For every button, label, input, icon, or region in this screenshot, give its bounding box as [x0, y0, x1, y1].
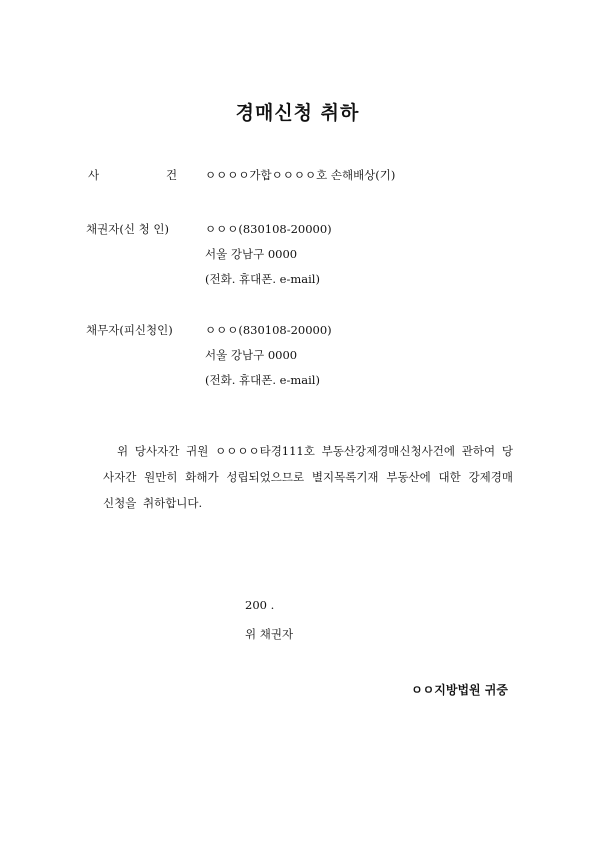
- signer-line: 위 채권자: [245, 627, 294, 641]
- date-line: 200 .: [245, 598, 275, 612]
- case-label-first-char: 사: [88, 168, 100, 182]
- debtor-address: 서울 강남구 0000: [205, 348, 298, 362]
- creditor-contact: (전화. 휴대폰. e-mail): [205, 272, 320, 286]
- creditor-label: 채권자(신 청 인): [86, 222, 169, 236]
- debtor-label: 채무자(피신청인): [86, 323, 173, 337]
- creditor-name-id: ㅇㅇㅇ(830108-20000): [205, 222, 332, 236]
- document-title: 경매신청 취하: [235, 102, 360, 124]
- court-addressee: ㅇㅇ지방법원 귀중: [411, 683, 508, 697]
- case-label-second-char: 건: [166, 168, 178, 182]
- debtor-contact: (전화. 휴대폰. e-mail): [205, 373, 320, 387]
- case-number-value: ㅇㅇㅇㅇ가합ㅇㅇㅇㅇ호 손해배상(기): [205, 168, 396, 182]
- debtor-name-id: ㅇㅇㅇ(830108-20000): [205, 323, 332, 337]
- creditor-address: 서울 강남구 0000: [205, 247, 298, 261]
- withdrawal-statement: 위 당사자간 귀원 ㅇㅇㅇㅇ타경111호 부동산강제경매신청사건에 관하여 당사자간 원만히 화해가 성립되었으므로 별지목록기재 부동산에 대한 강제경매신청을 취하합니다.: [103, 444, 513, 510]
